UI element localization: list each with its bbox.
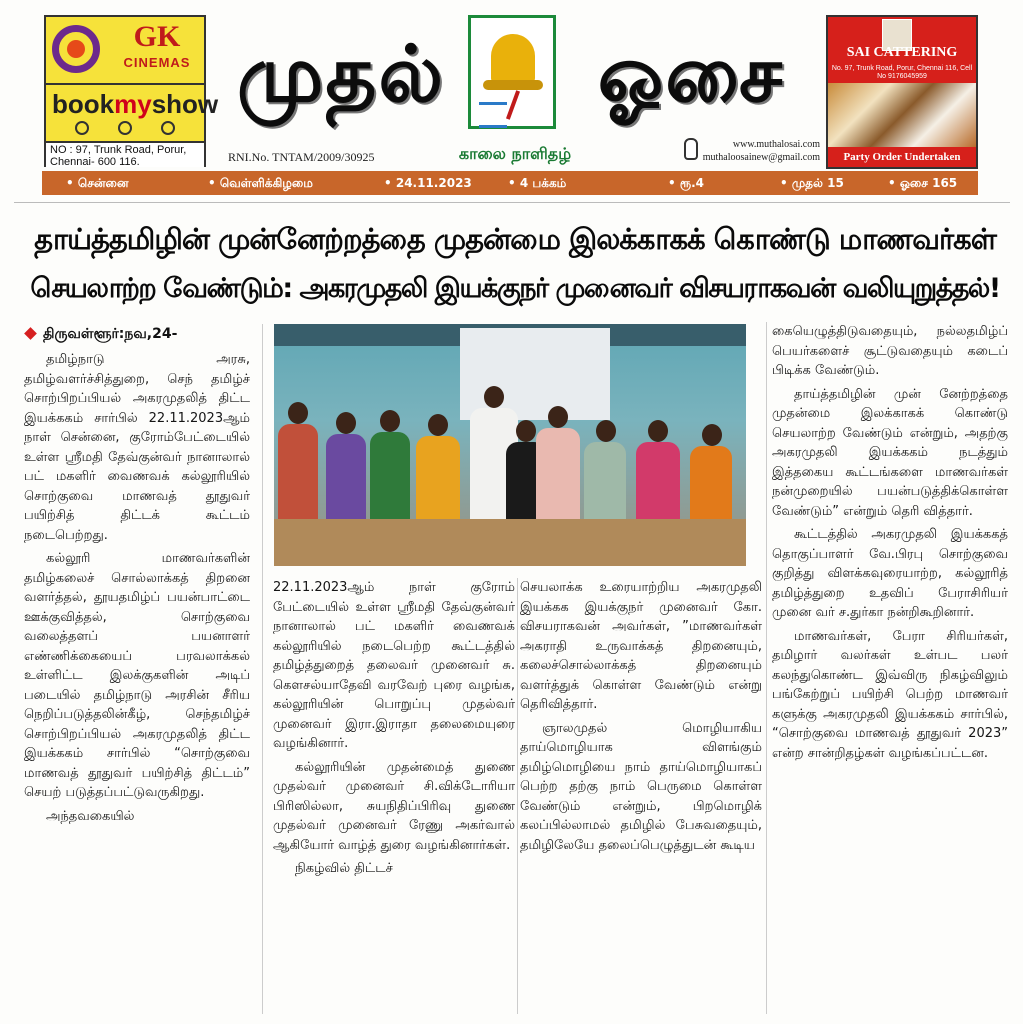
sai-footer: Party Order Undertaken (828, 147, 976, 167)
gk-address: NO : 97, Trunk Road, Porur, Chennai- 600 116. (46, 141, 204, 167)
article-headline (20, 214, 1010, 314)
article-column-4 (772, 322, 1008, 1017)
byline: திருவள்ளூர்:நவ,24- (26, 326, 177, 344)
headline-line-1: தாய்த்தமிழின் முன்னேற்றத்தை முதன்மை இலக்காகக் கொண்டு மாணவர்கள் (34, 222, 996, 256)
ticket-icon (75, 121, 89, 135)
paragraph: செயலாக்க உரையாற்றிய அகரமுதலி இயக்கக இயக்குநர் முனைவர் கோ. விசயராகவன் அவர்கள், ”மாணவர்கள் அகராதி உருவாக்கத் திறனையும், கலைச்சொல்லாக்கத் திறனையும் வளர்த்துக் கொள்ள வேண்டும் என்று தெரிவித்தார். (520, 580, 762, 712)
food-photo (828, 83, 976, 147)
ticket-icon (118, 121, 132, 135)
column-divider (766, 322, 767, 1014)
contact-info (686, 138, 820, 164)
title-word-2: ஓசை (597, 30, 785, 120)
paragraph: 22.11.2023ஆம் நாள் குரோம் பேட்டையில் உள்ள ஸ்ரீமதி தேவ்குன்வர் நானாலால் பட் மகளிர் வைணவக் கல்லூரியில் நடைபெற்ற கூட்டத்தில் தமிழ்த்துறைத் தலைவர் முனைவர் சு. கௌசல்யாதேவி வரவேற் புரை வழங்க, கல்லூரியின் பொறுப்பு முதல்வர் முனைவர் இரா.இராதா தலைமையுரை வழங்கினார். (273, 580, 515, 751)
paragraph: அந்தவகையில் (46, 808, 135, 824)
ticket-icon (161, 121, 175, 135)
projector-screen (460, 328, 610, 420)
bell-icon (491, 34, 535, 84)
dateline-volume: • முதல் 15 (780, 176, 844, 190)
dateline-pages: • 4 பக்கம் (508, 176, 567, 190)
paragraph: கல்லூரியின் முதன்மைத் துணை முதல்வர் முனைவர் சி.விக்டோரியா பிரிஸில்லா, சுயநிதிப்பிரிவு துணை முதல்வர் முனைவர் ரேணு அகர்வால் ஆகியோர் வாழ்த் துரை வழங்கினார்கள். (273, 759, 515, 853)
sai-cattering-ad[interactable] (826, 15, 978, 169)
paragraph: மாணவர்கள், பேரா சிரியர்கள், தமிழார் வலர்கள் உள்பட பலர் கலந்துகொண்ட இவ்விரு நிகழ்விலும் பங்கேற்றுப் பயிற்சி பெற்ற மாணவர் களுக்கு அகரமுதலி இயக்ககம் சார்பில், “சொற்குவை மாணவத் தூதுவர் 2023” என்ற சான்றிதழ்கள் வழங்கப்பட்டன. (772, 628, 1008, 761)
article-column-2 (273, 578, 515, 1015)
email-link[interactable]: muthaloosainew@gmail.com (702, 152, 820, 163)
paragraph: ஞாலமுதல் மொழியாகிய தாய்மொழியாக விளங்கும் தமிழ்மொழியை நாம் தாய்மொழியாகப் பெற்ற தற்கு நாம் பெருமை கொள்ள வேண்டும் என்றும், பிறமொழிக் கலப்பில்லாமல் தமிழில் பேசுவதையும், தமிழிலேயே தலைப்பெழுத்துடன் கூடிய (520, 720, 762, 853)
article-column-3 (520, 578, 762, 1015)
dateline-day: • வெள்ளிக்கிழமை (208, 176, 313, 190)
gk-cinemas-header (46, 17, 204, 85)
paragraph: கூட்டத்தில் அகரமுதலி இயக்ககத் தொகுப்பாளர் வே.பிரபு சொற்குவை குறித்து விளக்கவுரையாற்ற, கல்லூரித் தமிழ்த்துறை உதவிப் பேராசிரியர் முனை வர் ச.துர்கா நன்றிகூறினார். (772, 527, 1008, 620)
dateline-bar (42, 171, 978, 195)
paragraph: தமிழ்நாடு அரசு, தமிழ்வளர்ச்சித்துறை, செந் தமிழ்ச் சொற்பிறப்பியல் அகரமுதலித் திட்ட இயக்ககம் சார்பில் 22.11.2023ஆம் நாள் சென்னை, குரோம்பேட்டையில் உள்ள ஸ்ரீமதி தேவ்குன்வர் நானாலால் பட் மகளிர் வைணவக் கல்லூரியில் சொற்குவை மாணவத் தூதுவர் பயிற்சித் திட்டக் கூட்டம் நடைபெற்றது. (24, 352, 250, 543)
title-word-1: முதல் (236, 30, 446, 120)
bell-logo (468, 15, 556, 129)
headline-line-2: செயலாற்ற வேண்டும்: அகரமுதலி இயக்குநர் முனைவர் விசயராகவன் வலியுறுத்தல்! (30, 273, 1000, 304)
dateline-price: • ரூ.4 (668, 176, 705, 190)
article-column-1 (24, 350, 250, 1015)
bullet-diamond-icon (24, 327, 37, 340)
dateline-issue: • ஓசை 165 (888, 176, 958, 190)
bookmyshow-logo: bookmyshow (52, 89, 219, 119)
column-divider (262, 324, 263, 1014)
sai-address: No. 97, Trunk Road, Porur, Chennai 116, Cell No 9176045959 (831, 65, 973, 80)
tagline: காலை நாளிதழ் (458, 144, 572, 163)
column-divider (517, 578, 518, 1014)
event-photo (274, 324, 746, 566)
paragraph: தாய்த்தமிழின் முன் னேற்றத்தை முதன்மை இலக்காகக் கொண்டு செயலாற்ற வேண்டும் என்றும், அதற்கு அகரமுதலி இயக்ககம் நடத்தும் இத்தகைய கூட்டங்களை மாணவர்கள் நன்முறையில் பயன்படுத்திக்கொள்ள வேண்டும்” என்றும் தெரி வித்தார். (772, 386, 1008, 519)
gk-brand: GK (133, 20, 181, 53)
dateline-city: • சென்னை (66, 176, 129, 190)
gk-cinemas-ad[interactable] (44, 15, 219, 168)
sai-name: SAI CATTERING (846, 45, 958, 60)
gk-brand-sub: CINEMAS (123, 55, 191, 70)
dateline-date: • 24.11.2023 (384, 176, 472, 190)
gk-logo-icon (52, 25, 100, 73)
rni-number: RNI.No. TNTAM/2009/30925 (228, 150, 375, 164)
paragraph: கையெழுத்திடுவதையும், நல்லதமிழ்ப் பெயர்களைச் சூட்டுவதையும் கடைப் பிடிக்க வேண்டும். (772, 324, 1008, 378)
paragraph: நிகழ்வில் திட்டச் (295, 861, 393, 876)
divider (14, 202, 1010, 203)
bookmyshow-icons (60, 121, 190, 137)
paragraph: கல்லூரி மாணவர்களின் தமிழ்கலைச் சொல்லாக்கத் திறனை வளர்த்தல், தூயதமிழ்ப் பயன்பாட்டை ஊக்குவித்தல், சொற்குவை வலைத்தளப் பயனாளர் எண்ணிக்கையைப் பரவலாக்கல் உள்ளிட்ட இலக்குகளின் அடிப் படையில் தமிழ்நாடு அரசின் சீரிய நெறிப்படுத்தலின்கீழ், செந்தமிழ்ச் சொற்பிறப்பியல் அகரமுதலித் திட்ட இயக்ககம் சார்பில் “சொற்குவை மாணவத் தூதுவர் பயிற்சித் திட்டம்” செயற் படுத்தப்பட்டுவருகிறது. (24, 551, 250, 800)
website-link[interactable]: www.muthalosai.com (732, 139, 820, 150)
